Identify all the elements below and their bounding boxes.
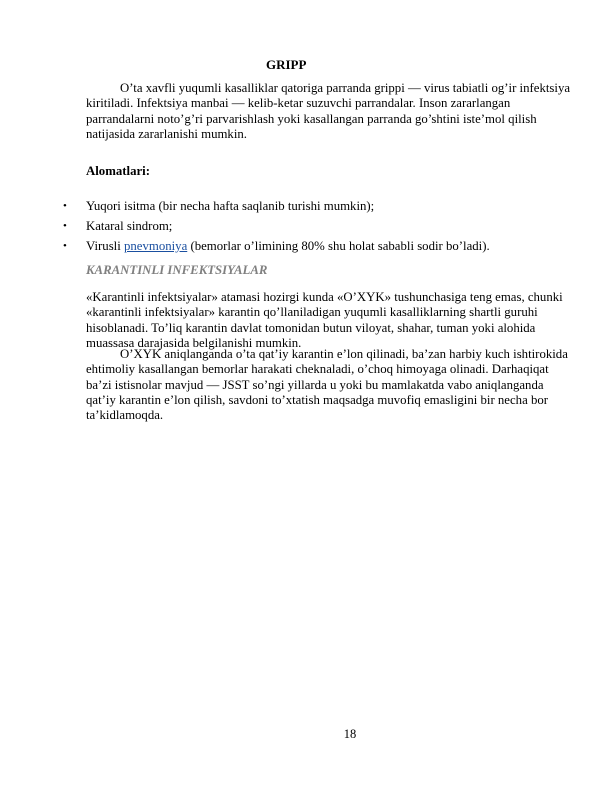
list-item-text: Kataral sindrom;	[86, 219, 173, 233]
list-item-text: Yuqori isitma (bir necha hafta saqlanib turishi mumkin);	[86, 199, 375, 213]
list-item	[0, 239, 490, 259]
symptoms-heading: Alomatlari:	[86, 164, 150, 178]
bullet-icon: •	[63, 220, 67, 232]
quarantine-paragraph-1: «Karantinli infektsiyalar» atamasi hozirgi kunda «O’XYK» tushunchasiga teng emas, chunki «karantinli infektsiyalar» karantin qo’llaniladigan yuqumli kasalliklarning shartli guruhi hisoblanadi. To’liq karantin davlat tomonidan butun viloyat, shahar, tuman yoki alohida muassasa darajasida belgilanishi mumkin.	[86, 290, 563, 350]
bullet-icon: •	[63, 200, 67, 212]
list-item-prefix: Virusli	[86, 239, 124, 253]
quarantine-paragraph-2: O’XYK aniqlanganda o’ta qat’iy karantin e’lon qilinadi, ba’zan harbiy kuch ishtirokida ehtimoliy kasallangan bemorlar harakati cheknaladi, o’choq himoyaga olinadi. Darhaqiqat ba’zi istisnolar mavjud — JSST so’ngi yillarda u yoki bu mamlakatda vabo aniqlanganda qat’iy karantin e’lon qilish, savdoni to’xtatish maqsadga muvofiq emasligini bir necha bor ta’kidlamoqda.	[86, 347, 568, 423]
list-item	[0, 219, 490, 239]
pneumonia-link[interactable]: pnevmoniya	[123, 239, 188, 253]
list-item-suffix: (bemorlar o’limining 80% shu holat sababli sodir bo’ladi).	[187, 239, 490, 253]
quarantine-heading: KARANTINLI INFEKTSIYALAR	[86, 263, 268, 277]
list-item	[0, 199, 490, 219]
bullet-icon: •	[63, 240, 67, 252]
intro-paragraph: O’ta xavfli yuqumli kasalliklar qatoriga parranda grippi — virus tabiatli og’ir infektsiya kiritiladi. Infektsiya manbai — kelib-ketar suzuvchi parrandalar. Inson zararlangan parrandalarni noto’g’ri parvarishlash yoki kasallangan parranda go’shtini iste’mol qilish natijasida zararlanishi mumkin.	[86, 81, 571, 141]
symptoms-list	[0, 199, 490, 259]
page-number: 18	[343, 727, 357, 741]
page-title: GRIPP	[266, 57, 307, 72]
